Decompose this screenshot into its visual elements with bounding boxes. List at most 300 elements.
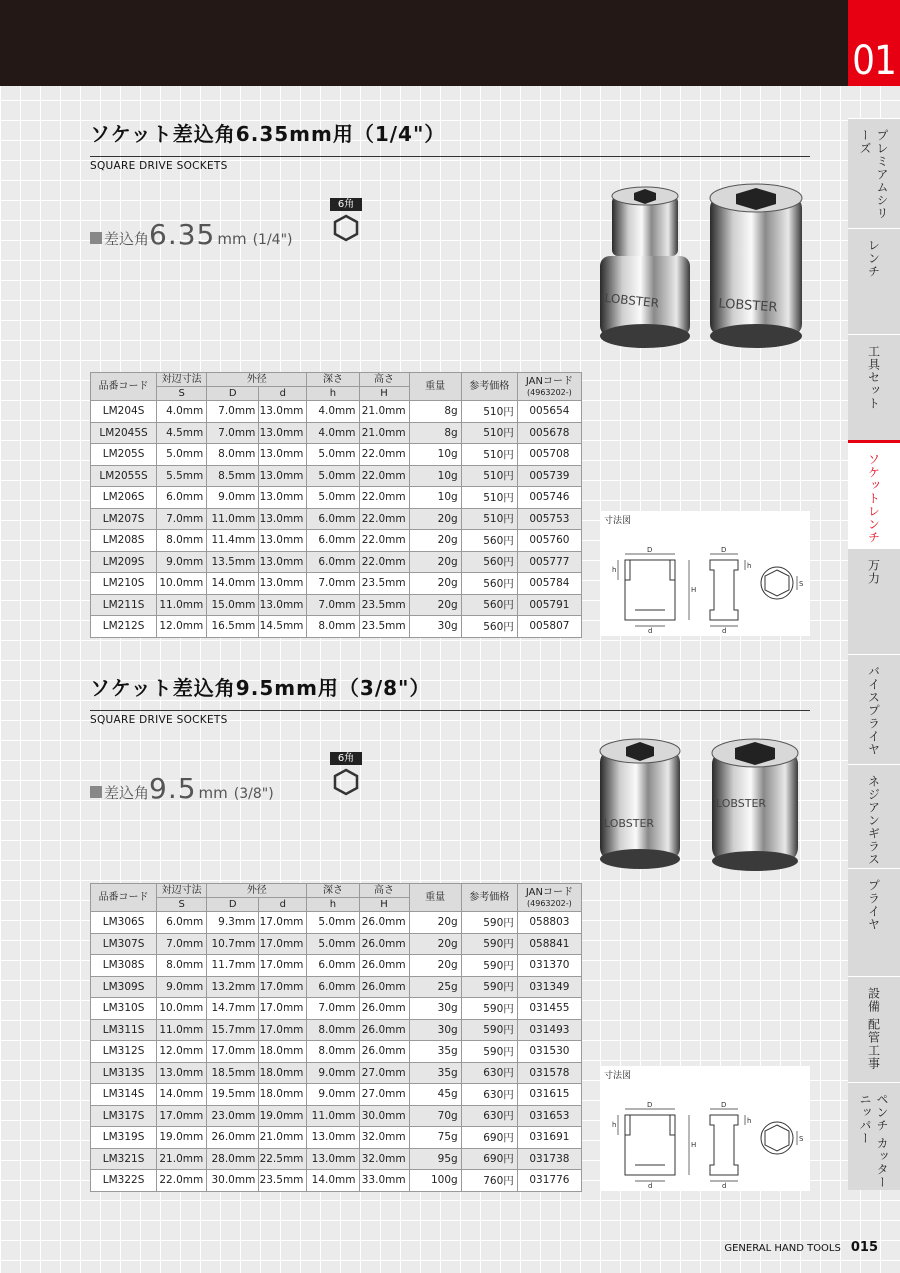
table-cell: 560円 — [461, 573, 517, 595]
table-cell: 23.5mm — [359, 573, 409, 595]
table-cell: 35g — [409, 1062, 461, 1084]
table-cell: 5.0mm — [307, 933, 359, 955]
col-header: 外径 — [207, 884, 307, 898]
table-row — [91, 616, 582, 638]
side-tab[interactable]: ソケットレンチ — [848, 440, 900, 548]
table-row — [91, 1148, 582, 1170]
table-cell: 10.0mm — [157, 998, 207, 1020]
svg-text:D: D — [721, 546, 727, 554]
table-cell: 13.0mm — [259, 551, 307, 573]
svg-text:d: d — [722, 627, 727, 635]
svg-text:S: S — [799, 1135, 804, 1143]
table-cell: 22.0mm — [359, 551, 409, 573]
table-cell: 005739 — [517, 465, 581, 487]
col-header: 重量 — [409, 884, 461, 912]
table-cell: 20g — [409, 551, 461, 573]
side-tab[interactable]: バイスプライヤ — [848, 654, 900, 764]
table-cell: 6.0mm — [307, 551, 359, 573]
table-cell: 20g — [409, 508, 461, 530]
table-cell: 630円 — [461, 1105, 517, 1127]
table-cell: 13.2mm — [207, 976, 259, 998]
svg-text:LOBSTER: LOBSTER — [604, 817, 655, 830]
table-cell: 8g — [409, 422, 461, 444]
side-tab[interactable]: 工具セット — [848, 334, 900, 440]
table-cell: 100g — [409, 1170, 461, 1192]
table-cell: 30.0mm — [207, 1170, 259, 1192]
table-cell: 9.0mm — [207, 487, 259, 509]
table-cell: 14.0mm — [157, 1084, 207, 1106]
table-row — [91, 573, 582, 595]
table-cell: 28.0mm — [207, 1148, 259, 1170]
footer-text: GENERAL HAND TOOLS — [724, 1243, 841, 1254]
table-cell: 510円 — [461, 465, 517, 487]
table-cell: 031615 — [517, 1084, 581, 1106]
table-cell: 031691 — [517, 1127, 581, 1149]
table-cell: 22.0mm — [359, 530, 409, 552]
table-cell: 005746 — [517, 487, 581, 509]
section-title: ソケット差込角9.5mm用（3/8"） — [90, 676, 431, 700]
table-cell: 20g — [409, 573, 461, 595]
col-subheader: H — [359, 898, 409, 912]
table-cell: 5.0mm — [307, 912, 359, 934]
table-cell: 13.5mm — [207, 551, 259, 573]
table-cell: 560円 — [461, 551, 517, 573]
table-cell: 15.0mm — [207, 594, 259, 616]
table-cell: 27.0mm — [359, 1084, 409, 1106]
table-cell: 26.0mm — [359, 955, 409, 977]
table-cell: 005753 — [517, 508, 581, 530]
table-cell: LM314S — [91, 1084, 157, 1106]
table-cell: 26.0mm — [359, 912, 409, 934]
table-cell: 75g — [409, 1127, 461, 1149]
svg-text:S: S — [799, 580, 804, 588]
table-cell: 630円 — [461, 1084, 517, 1106]
table-cell: 6.0mm — [307, 955, 359, 977]
section-rule — [90, 156, 810, 157]
table-cell: LM206S — [91, 487, 157, 509]
table-cell: 30g — [409, 1019, 461, 1041]
table-cell: LM312S — [91, 1041, 157, 1063]
col-header: 重量 — [409, 373, 461, 401]
svg-text:LOBSTER: LOBSTER — [717, 296, 778, 316]
table-cell: LM208S — [91, 530, 157, 552]
table-cell: 510円 — [461, 401, 517, 423]
table-cell: 5.0mm — [307, 465, 359, 487]
table-cell: 13.0mm — [307, 1148, 359, 1170]
table-cell: 590円 — [461, 1041, 517, 1063]
table-cell: 8.0mm — [157, 955, 207, 977]
col-header: 深さ — [307, 373, 359, 387]
table-cell: 23.0mm — [207, 1105, 259, 1127]
col-subheader: H — [359, 387, 409, 401]
table-row — [91, 422, 582, 444]
hexagon-icon — [332, 768, 360, 796]
table-cell: 6.0mm — [307, 530, 359, 552]
table-cell: LM210S — [91, 573, 157, 595]
table-cell: 22.0mm — [157, 1170, 207, 1192]
svg-text:h: h — [612, 566, 617, 574]
table-cell: 14.7mm — [207, 998, 259, 1020]
table-row — [91, 465, 582, 487]
table-cell: 8g — [409, 401, 461, 423]
table-cell: 510円 — [461, 444, 517, 466]
col-header: 深さ — [307, 884, 359, 898]
table-cell: 22.0mm — [359, 487, 409, 509]
table-cell: 19.0mm — [157, 1127, 207, 1149]
table-cell: 18.5mm — [207, 1062, 259, 1084]
table-cell: LM212S — [91, 616, 157, 638]
table-cell: 13.0mm — [259, 530, 307, 552]
table-cell: 031493 — [517, 1019, 581, 1041]
side-tab[interactable]: レンチ — [848, 228, 900, 334]
table-cell: 9.0mm — [157, 551, 207, 573]
svg-text:H: H — [691, 1141, 697, 1149]
table-cell: 22.0mm — [359, 465, 409, 487]
dimension-diagram: 寸法図 D d H h D d h S — [600, 511, 810, 636]
table-cell: 20g — [409, 594, 461, 616]
svg-text:d: d — [648, 627, 653, 635]
table-cell: 21.0mm — [359, 422, 409, 444]
table-cell: 26.0mm — [359, 933, 409, 955]
table-cell: 005760 — [517, 530, 581, 552]
table-cell: 590円 — [461, 955, 517, 977]
table-cell: LM211S — [91, 594, 157, 616]
col-subheader: S — [157, 387, 207, 401]
col-subheader: d — [259, 898, 307, 912]
table-cell: LM207S — [91, 508, 157, 530]
side-tab[interactable]: ネジアンギラス — [848, 764, 900, 868]
svg-text:D: D — [721, 1101, 727, 1109]
table-cell: 13.0mm — [259, 422, 307, 444]
table-cell: 22.5mm — [259, 1148, 307, 1170]
socket-dimension-drawing — [600, 1083, 810, 1191]
table-cell: 17.0mm — [259, 998, 307, 1020]
table-cell: 20g — [409, 933, 461, 955]
table-cell: 6.0mm — [157, 912, 207, 934]
table-cell: 17.0mm — [207, 1041, 259, 1063]
table-cell: LM309S — [91, 976, 157, 998]
table-cell: 4.0mm — [157, 401, 207, 423]
table-cell: 031349 — [517, 976, 581, 998]
table-cell: 33.0mm — [359, 1170, 409, 1192]
table-cell: 9.3mm — [207, 912, 259, 934]
page-number: 015 — [850, 1240, 878, 1255]
table-cell: 21.0mm — [157, 1148, 207, 1170]
table-row — [91, 530, 582, 552]
table-cell: 23.5mm — [259, 1170, 307, 1192]
table-cell: 26.0mm — [359, 1019, 409, 1041]
table-cell: 10.0mm — [157, 573, 207, 595]
table-cell: 590円 — [461, 1019, 517, 1041]
table-cell: 13.0mm — [259, 401, 307, 423]
table-cell: 5.0mm — [157, 444, 207, 466]
table-cell: 031370 — [517, 955, 581, 977]
table-cell: 18.0mm — [259, 1062, 307, 1084]
table-row — [91, 1062, 582, 1084]
table-cell: 8.0mm — [307, 1019, 359, 1041]
table-cell: 26.0mm — [207, 1127, 259, 1149]
table-cell: 20g — [409, 530, 461, 552]
col-header: JANコード (4963202-) — [517, 373, 581, 401]
table-cell: 18.0mm — [259, 1041, 307, 1063]
table-cell: 005807 — [517, 616, 581, 638]
table-cell: 005791 — [517, 594, 581, 616]
col-subheader: h — [307, 387, 359, 401]
table-cell: 510円 — [461, 487, 517, 509]
spec-table — [90, 372, 582, 638]
section-rule — [90, 710, 810, 711]
svg-text:h: h — [612, 1121, 617, 1129]
table-cell: LM322S — [91, 1170, 157, 1192]
side-tab[interactable]: プライヤ — [848, 868, 900, 976]
col-header: 外径 — [207, 373, 307, 387]
table-cell: 590円 — [461, 912, 517, 934]
table-cell: 005784 — [517, 573, 581, 595]
table-cell: 17.0mm — [259, 912, 307, 934]
table-cell: 19.5mm — [207, 1084, 259, 1106]
table-cell: 11.0mm — [307, 1105, 359, 1127]
table-cell: 13.0mm — [307, 1127, 359, 1149]
table-cell: 031455 — [517, 998, 581, 1020]
table-cell: 23.5mm — [359, 616, 409, 638]
table-cell: 17.0mm — [259, 976, 307, 998]
table-row — [91, 487, 582, 509]
side-tab[interactable]: プレミアムシリーズ — [848, 118, 900, 228]
table-cell: 031738 — [517, 1148, 581, 1170]
table-cell: LM209S — [91, 551, 157, 573]
table-cell: 10g — [409, 487, 461, 509]
table-cell: 9.0mm — [307, 1084, 359, 1106]
square-bullet-icon — [90, 232, 102, 244]
table-cell: 14.5mm — [259, 616, 307, 638]
table-cell: 13.0mm — [259, 573, 307, 595]
side-tab[interactable]: 設備 配管工事 — [848, 976, 900, 1082]
svg-text:LOBSTER: LOBSTER — [716, 797, 767, 810]
table-cell: LM204S — [91, 401, 157, 423]
table-cell: 5.5mm — [157, 465, 207, 487]
section-subtitle: SQUARE DRIVE SOCKETS — [90, 714, 228, 726]
table-cell: 8.0mm — [307, 1041, 359, 1063]
hex-badge: 6角 — [330, 198, 362, 242]
table-cell: 8.0mm — [307, 616, 359, 638]
table-cell: 560円 — [461, 530, 517, 552]
chapter-number: 01 — [848, 0, 900, 86]
table-cell: 18.0mm — [259, 1084, 307, 1106]
table-cell: 6.0mm — [307, 976, 359, 998]
table-cell: 17.0mm — [259, 955, 307, 977]
col-subheader: D — [207, 898, 259, 912]
svg-text:D: D — [647, 546, 653, 554]
table-cell: 17.0mm — [259, 1019, 307, 1041]
table-cell: 17.0mm — [157, 1105, 207, 1127]
table-cell: LM306S — [91, 912, 157, 934]
col-header: JANコード (4963202-) — [517, 884, 581, 912]
table-cell: 4.0mm — [307, 401, 359, 423]
table-cell: 13.0mm — [259, 594, 307, 616]
col-subheader: h — [307, 898, 359, 912]
table-row — [91, 401, 582, 423]
table-cell: 005708 — [517, 444, 581, 466]
table-cell: 630円 — [461, 1062, 517, 1084]
table-cell: LM321S — [91, 1148, 157, 1170]
table-cell: 690円 — [461, 1148, 517, 1170]
table-cell: 45g — [409, 1084, 461, 1106]
table-cell: 13.0mm — [157, 1062, 207, 1084]
table-cell: 6.0mm — [307, 508, 359, 530]
svg-text:h: h — [747, 562, 752, 570]
dimension-diagram: 寸法図 D d H h D d h S — [600, 1066, 810, 1191]
table-row — [91, 551, 582, 573]
table-cell: 4.5mm — [157, 422, 207, 444]
socket-photo-quarter — [590, 178, 810, 358]
drive-size: 差込角 9.5 mm (3/8") — [90, 772, 274, 805]
table-cell: 11.0mm — [157, 594, 207, 616]
table-cell: 11.4mm — [207, 530, 259, 552]
socket-dimension-drawing — [600, 528, 810, 636]
table-cell: 22.0mm — [359, 444, 409, 466]
table-cell: 21.0mm — [259, 1127, 307, 1149]
table-cell: 005777 — [517, 551, 581, 573]
table-cell: 7.0mm — [157, 933, 207, 955]
col-header: 高さ — [359, 373, 409, 387]
table-row — [91, 594, 582, 616]
table-cell: 14.0mm — [207, 573, 259, 595]
table-cell: 031578 — [517, 1062, 581, 1084]
table-row — [91, 508, 582, 530]
table-cell: LM308S — [91, 955, 157, 977]
hex-badge: 6角 — [330, 752, 362, 796]
table-cell: 13.0mm — [259, 487, 307, 509]
table-cell: 70g — [409, 1105, 461, 1127]
side-tab[interactable]: 万力 — [848, 548, 900, 654]
svg-text:d: d — [722, 1182, 727, 1190]
table-cell: 590円 — [461, 933, 517, 955]
table-row — [91, 1170, 582, 1192]
table-cell: 6.0mm — [157, 487, 207, 509]
drive-size: 差込角 6.35 mm (1/4") — [90, 218, 293, 251]
table-cell: 14.0mm — [307, 1170, 359, 1192]
table-cell: 20g — [409, 955, 461, 977]
svg-text:D: D — [647, 1101, 653, 1109]
table-row — [91, 912, 582, 934]
col-header: 品番コード — [91, 373, 157, 401]
table-cell: LM2045S — [91, 422, 157, 444]
table-cell: 10g — [409, 444, 461, 466]
table-cell: 690円 — [461, 1127, 517, 1149]
table-cell: 031653 — [517, 1105, 581, 1127]
table-cell: 058841 — [517, 933, 581, 955]
col-header: 対辺寸法 — [157, 373, 207, 387]
table-cell: 95g — [409, 1148, 461, 1170]
table-cell: LM2055S — [91, 465, 157, 487]
table-cell: 32.0mm — [359, 1148, 409, 1170]
table-cell: 7.0mm — [307, 998, 359, 1020]
table-cell: LM317S — [91, 1105, 157, 1127]
table-cell: 560円 — [461, 616, 517, 638]
table-cell: 10.7mm — [207, 933, 259, 955]
section-title: ソケット差込角6.35mm用（1/4"） — [90, 122, 446, 146]
col-header: 参考価格 — [461, 884, 517, 912]
table-cell: 11.7mm — [207, 955, 259, 977]
table-cell: 17.0mm — [259, 933, 307, 955]
table-cell: 22.0mm — [359, 508, 409, 530]
svg-text:LOBSTER: LOBSTER — [603, 290, 660, 311]
table-cell: 23.5mm — [359, 594, 409, 616]
table-cell: 20g — [409, 912, 461, 934]
table-cell: 5.0mm — [307, 487, 359, 509]
table-cell: 7.0mm — [207, 422, 259, 444]
table-cell: 35g — [409, 1041, 461, 1063]
page-footer — [724, 1240, 878, 1255]
svg-text:d: d — [648, 1182, 653, 1190]
table-cell: 12.0mm — [157, 616, 207, 638]
table-cell: 031530 — [517, 1041, 581, 1063]
square-bullet-icon — [90, 786, 102, 798]
table-cell: 760円 — [461, 1170, 517, 1192]
table-row — [91, 1127, 582, 1149]
table-cell: LM307S — [91, 933, 157, 955]
table-cell: 21.0mm — [359, 401, 409, 423]
table-row — [91, 1019, 582, 1041]
col-header: 参考価格 — [461, 373, 517, 401]
table-cell: 27.0mm — [359, 1062, 409, 1084]
socket-photo-three-eighth — [590, 735, 810, 875]
table-cell: LM313S — [91, 1062, 157, 1084]
table-row — [91, 933, 582, 955]
table-cell: 058803 — [517, 912, 581, 934]
table-cell: 19.0mm — [259, 1105, 307, 1127]
table-cell: 7.0mm — [307, 594, 359, 616]
table-cell: 10g — [409, 465, 461, 487]
table-cell: 16.5mm — [207, 616, 259, 638]
table-cell: 32.0mm — [359, 1127, 409, 1149]
table-cell: LM319S — [91, 1127, 157, 1149]
svg-text:H: H — [691, 586, 697, 594]
table-row — [91, 998, 582, 1020]
table-cell: 9.0mm — [307, 1062, 359, 1084]
side-tab[interactable]: ペンチ カッター ニッパー — [848, 1082, 900, 1190]
table-cell: 26.0mm — [359, 1041, 409, 1063]
table-cell: 510円 — [461, 422, 517, 444]
table-row — [91, 955, 582, 977]
table-cell: 005678 — [517, 422, 581, 444]
table-cell: 9.0mm — [157, 976, 207, 998]
table-cell: 5.0mm — [307, 444, 359, 466]
table-cell: 7.0mm — [207, 401, 259, 423]
svg-text:h: h — [747, 1117, 752, 1125]
table-cell: 11.0mm — [157, 1019, 207, 1041]
col-subheader: d — [259, 387, 307, 401]
table-row — [91, 1041, 582, 1063]
col-subheader: S — [157, 898, 207, 912]
table-cell: 7.0mm — [307, 573, 359, 595]
table-cell: 11.0mm — [207, 508, 259, 530]
table-cell: 13.0mm — [259, 465, 307, 487]
table-cell: 12.0mm — [157, 1041, 207, 1063]
table-cell: 8.0mm — [207, 444, 259, 466]
table-cell: 590円 — [461, 976, 517, 998]
section-subtitle: SQUARE DRIVE SOCKETS — [90, 160, 228, 172]
table-row — [91, 976, 582, 998]
table-cell: 13.0mm — [259, 508, 307, 530]
table-cell: LM311S — [91, 1019, 157, 1041]
table-cell: 7.0mm — [157, 508, 207, 530]
table-cell: 560円 — [461, 594, 517, 616]
table-cell: 590円 — [461, 998, 517, 1020]
table-cell: 26.0mm — [359, 998, 409, 1020]
table-cell: 30g — [409, 616, 461, 638]
hexagon-icon — [332, 214, 360, 242]
